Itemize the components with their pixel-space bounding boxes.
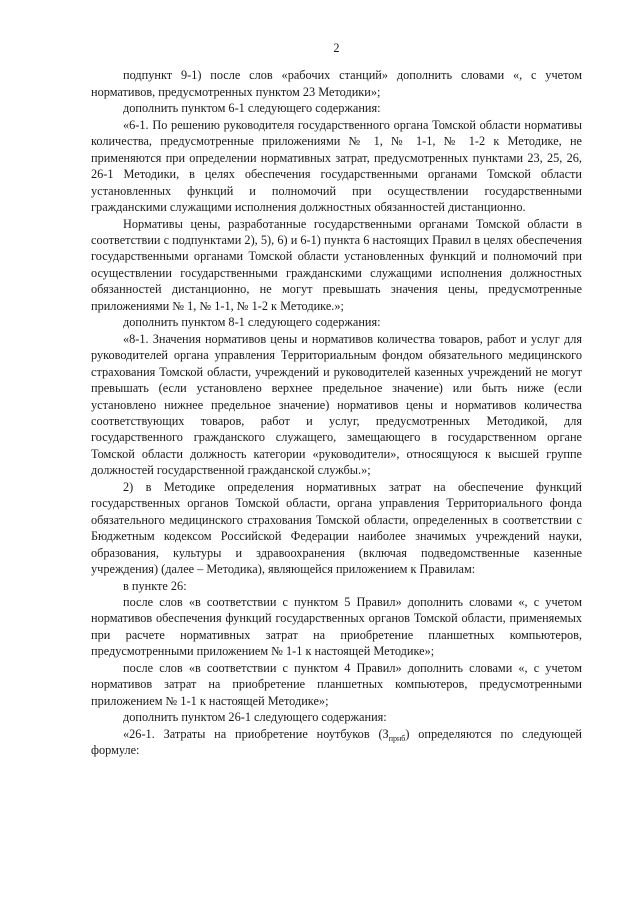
paragraph: дополнить пунктом 8-1 следующего содержания: (123, 315, 381, 330)
paragraph: после слов «в соответствии с пунктом 5 Правил» дополнить словами «, с учетом нормативов обеспечения функций государственных органов Томской области, применяемых при расчете нормативных затрат на приобретение планшетных компьютеров, предусмотренными приложением № 1-1 к настоящей Методике»; (91, 594, 582, 659)
page-number: 2 (333, 41, 340, 55)
paragraph: в пункте 26: (123, 578, 187, 593)
paragraph-formula-intro (91, 726, 582, 759)
paragraph: «6-1. По решению руководителя государственного органа Томской области нормативы количества, предусмотренные приложениями № 1, № 1-1, № 1-2 к Методике, не применяются при определении нормативных затрат, предусмотренных пунктами 23, 25, 26, 26-1 Методики, в целях обеспечения государственными органами Томской области установленных функций и полномочий при осуществлении государственными гражданскими служащими исполнения должностных обязанностей дистанционно. (91, 117, 582, 215)
paragraph: Нормативы цены, разработанные государственными органами Томской области в соответствии с подпунктами 2), 5), 6) и 6-1) пункта 6 настоящих Правил в целях обеспечения государственными органами Томской области установленных функций и полномочий при осуществлении государственными гражданскими служащими исполнения должностных обязанностей дистанционно, не могут превышать значения цены, предусмотренные приложениями № 1, № 1-1, № 1-2 к Методике.»; (91, 216, 582, 313)
paragraph: «8-1. Значения нормативов цены и нормативов количества товаров, работ и услуг для руководителей органа управления Территориальным фондом обязательного медицинского страхования Томской области, учреждений и руководителей казенных учреждений не могут превышать (если установлено верхнее предельное значение) или быть ниже (если установлено нижнее предельное значение) нормативов цены и нормативов количества соответствующих товаров, работ и услуг, предусмотренных Методикой, для государственного гражданского служащего, замещающего в государственном органе Томской области должность категории «руководители», относящуюся к высшей группе должностей государственной гражданской службы.»; (91, 331, 582, 478)
paragraph: дополнить пунктом 6-1 следующего содержания: (123, 101, 381, 116)
formula-intro-text-end: ) определяются по следующей формуле: (91, 726, 582, 758)
paragraph: подпункт 9-1) после слов «рабочих станций» дополнить словами «, с учетом нормативов, предусмотренных пунктом 23 Методики»; (91, 68, 582, 99)
paragraph: 2) в Методике определения нормативных затрат на обеспечение функций государственных органов Томской области, органа управления Территориального фонда обязательного медицинского страхования Томской области, определенных в соответствии с Бюджетным кодексом Российской Федерации наиболее значимых учреждений науки, образования, культуры и здравоохранения (включая подведомственные казенные учреждения) (далее – Методика), являющейся приложением к Правилам: (91, 479, 582, 577)
formula-intro-text: «26-1. Затраты на приобретение ноутбуков (З (123, 726, 389, 741)
formula-subscript: прнб (388, 733, 406, 743)
paragraph: после слов «в соответствии с пунктом 4 Правил» дополнить словами «, с учетом нормативов затрат на приобретение планшетных компьютеров, предусмотренными приложением № 1-1 к настоящей Методике»; (91, 660, 582, 708)
paragraph: дополнить пунктом 26-1 следующего содержания: (123, 710, 387, 725)
